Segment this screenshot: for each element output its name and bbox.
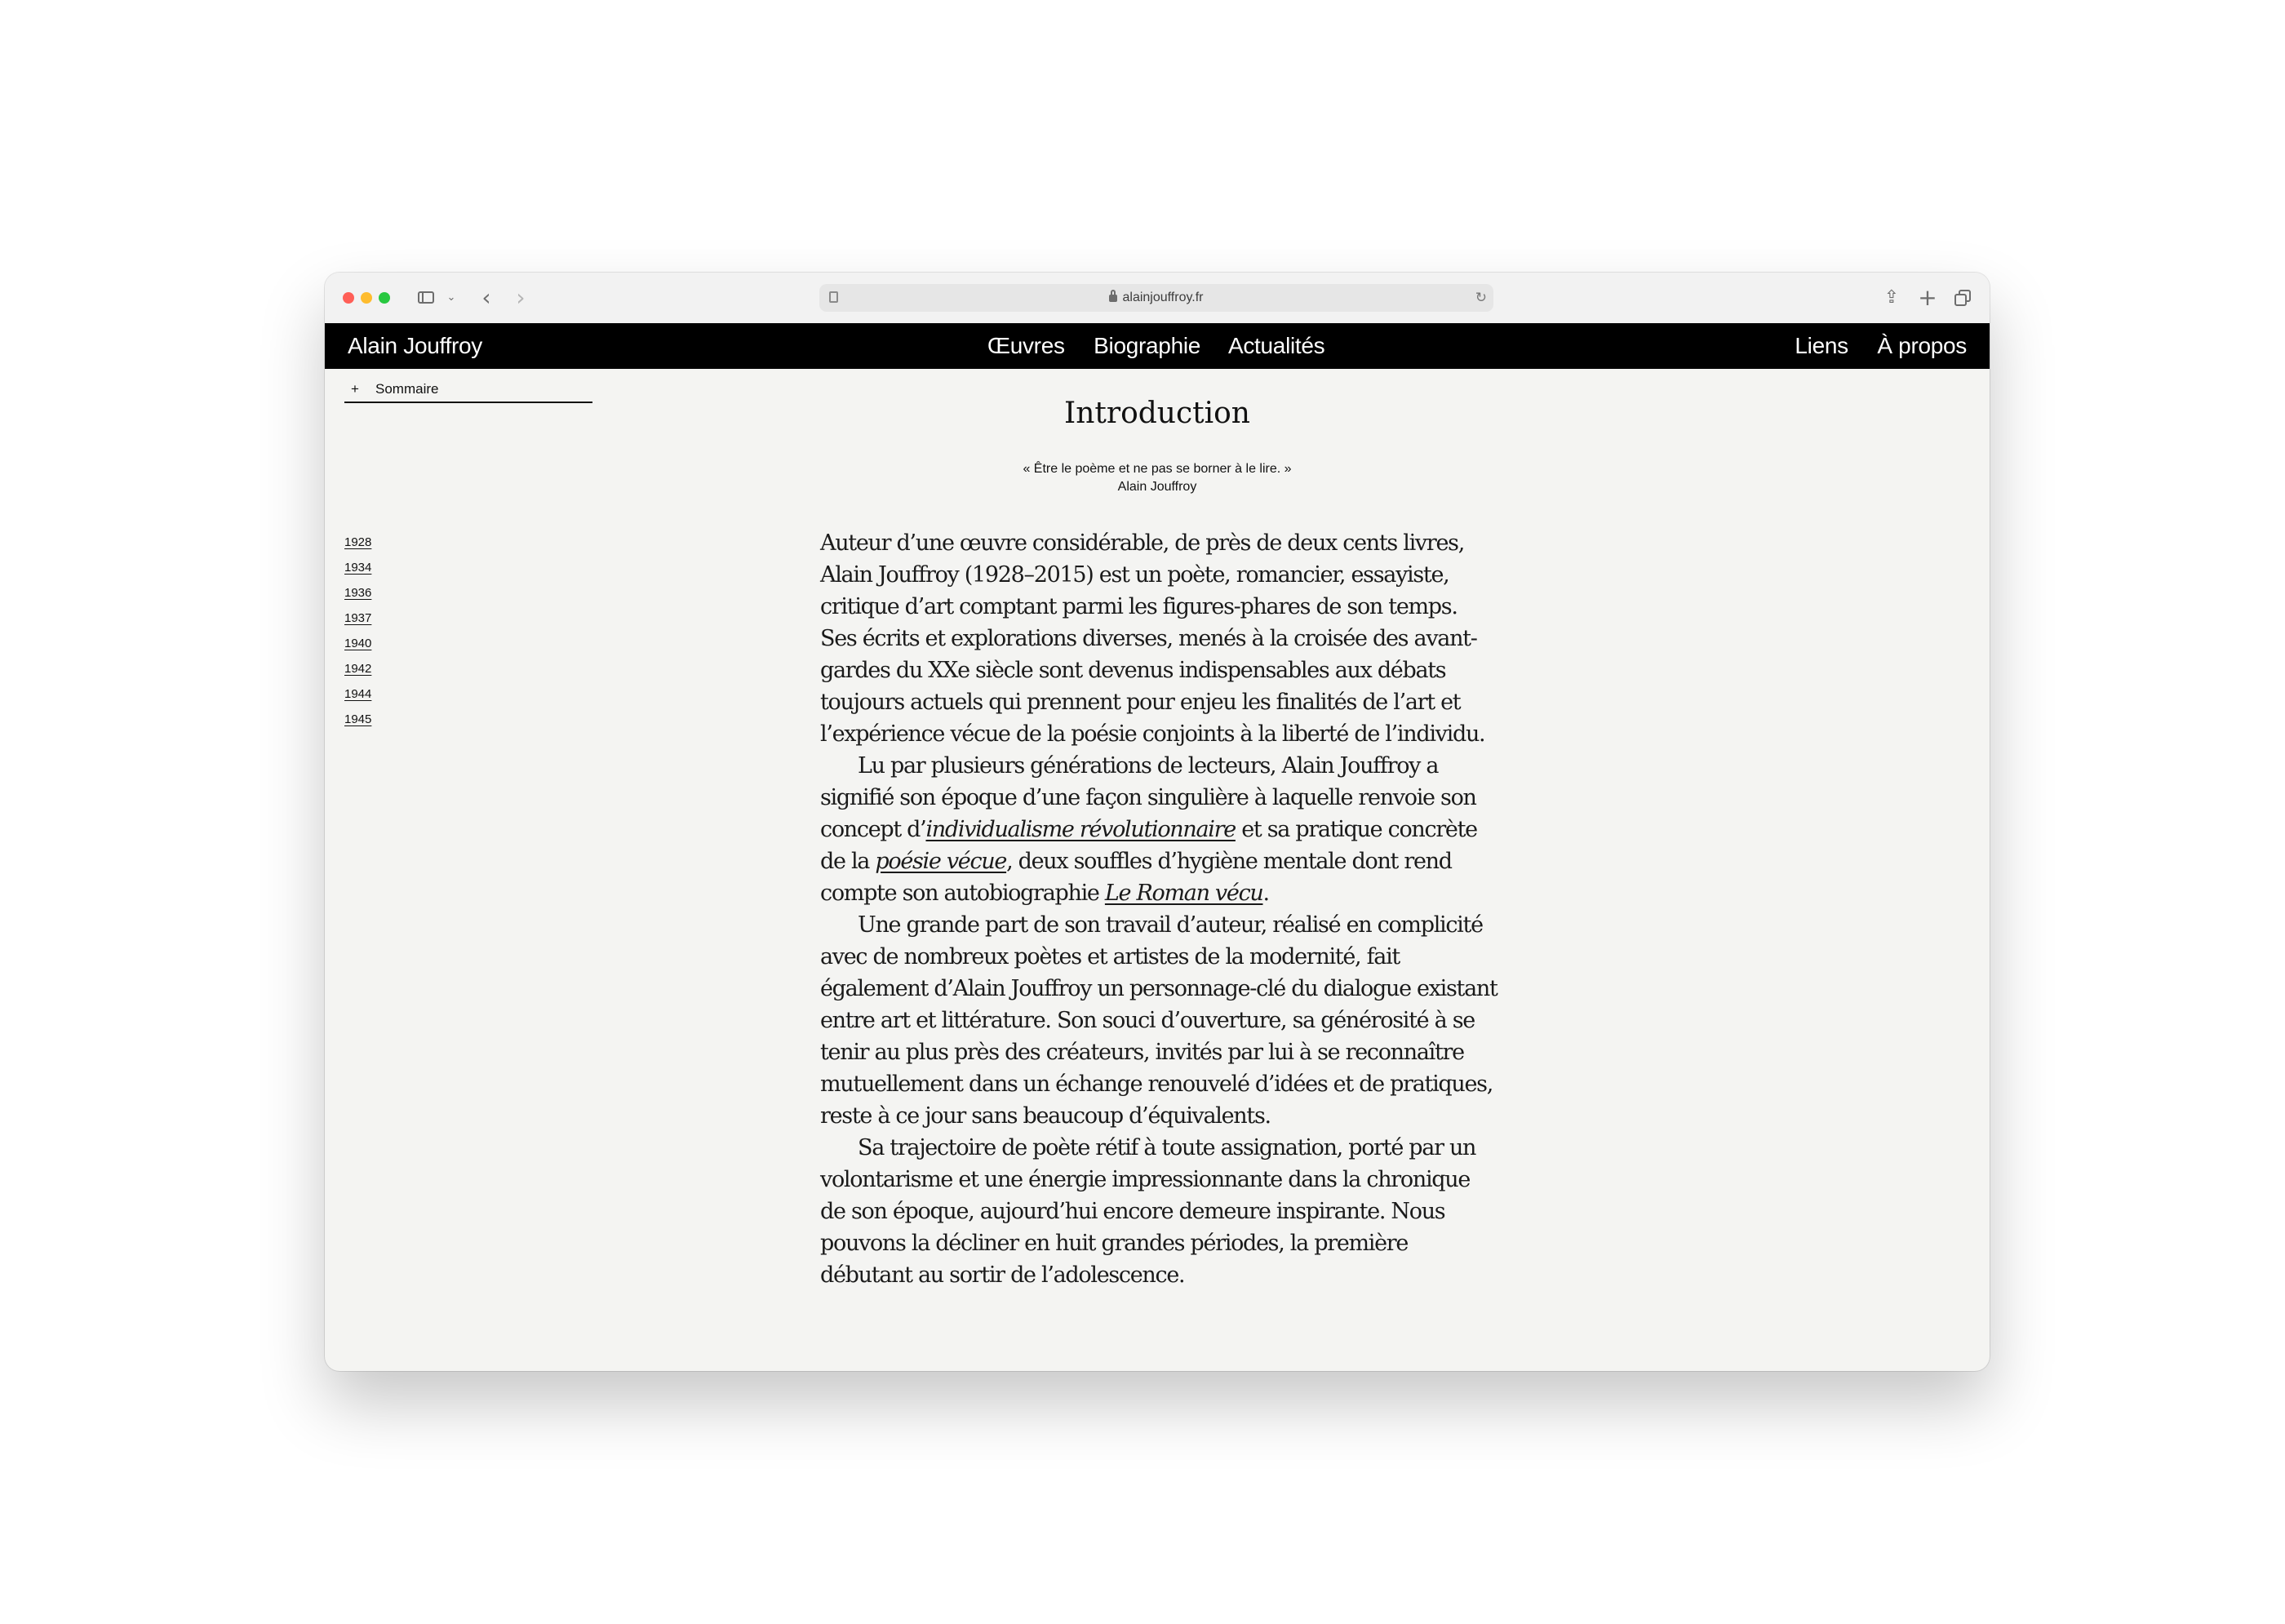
new-tab-icon[interactable]: + bbox=[1918, 284, 1937, 311]
epigraph bbox=[325, 460, 1990, 496]
epigraph-quote: « Être le poème et ne pas se borner à le lire. » bbox=[1023, 462, 1292, 476]
nav-biographie[interactable]: Biographie bbox=[1094, 333, 1201, 358]
article-body bbox=[820, 527, 1497, 1291]
url-text[interactable]: alainjouffroy.fr bbox=[1122, 291, 1204, 304]
link-le-roman-vecu[interactable]: Le Roman vécu bbox=[1104, 881, 1263, 906]
nav-a-propos[interactable]: À propos bbox=[1877, 333, 1967, 358]
nav-oeuvres[interactable]: Œuvres bbox=[987, 333, 1065, 358]
plus-icon: + bbox=[351, 381, 359, 397]
epigraph-author: Alain Jouffroy bbox=[1117, 480, 1197, 494]
reload-icon[interactable]: ↻ bbox=[1475, 290, 1487, 306]
paragraph: Sa trajectoire de poète rétif à toute assignation, porté par un volontarisme et une énergie impressionnante dans la chronique de son époque, aujourd’hui encore demeure inspirante. Nous pouvons la décliner en huit grandes périodes, la première débutant au sortir de l’adolescence. bbox=[820, 1135, 1476, 1288]
share-icon[interactable]: ⇪ bbox=[1883, 287, 1900, 308]
site-brand-link[interactable]: Alain Jouffroy bbox=[348, 333, 482, 358]
nav-actualites[interactable]: Actualités bbox=[1227, 333, 1325, 358]
back-icon[interactable]: ‹ bbox=[481, 284, 491, 311]
nav-liens[interactable]: Liens bbox=[1795, 333, 1848, 358]
forward-icon[interactable]: › bbox=[516, 284, 526, 311]
secondary-menu bbox=[1772, 323, 1967, 369]
browser-toolbar bbox=[325, 273, 1990, 324]
link-poesie-vecue[interactable]: poésie vécue bbox=[875, 849, 1007, 874]
year-link[interactable]: 1942 bbox=[344, 662, 372, 676]
tabs-overview-icon[interactable] bbox=[1952, 286, 1973, 310]
link-individualisme-revolutionnaire[interactable]: individualisme révolutionnaire bbox=[925, 817, 1236, 842]
year-link[interactable]: 1944 bbox=[344, 687, 372, 701]
year-link[interactable]: 1937 bbox=[344, 611, 372, 625]
page-title: Introduction bbox=[1064, 397, 1250, 430]
year-link[interactable]: 1934 bbox=[344, 561, 372, 575]
address-bar[interactable] bbox=[819, 284, 1493, 312]
year-link[interactable]: 1928 bbox=[344, 535, 372, 549]
minimize-window-button[interactable] bbox=[361, 292, 372, 304]
sidebar-icon[interactable] bbox=[416, 286, 437, 310]
paragraph: Lu par plusieurs générations de lecteurs, Alain Jouffroy a signifié son époque d’une façon singulière à laquelle renvoie son concept d’individualisme révolutionnaire et sa pratique concrète de la poésie vécue, deux souffles d’hygiène mentale dont rend compte son autobiographie Le Roman vécu. bbox=[820, 753, 1477, 906]
browser-window bbox=[325, 273, 1990, 1371]
chevron-down-icon[interactable]: ⌄ bbox=[446, 291, 456, 304]
sommaire-label: Sommaire bbox=[375, 381, 439, 397]
close-window-button[interactable] bbox=[343, 292, 354, 304]
lock-icon bbox=[1109, 295, 1117, 302]
zoom-window-button[interactable] bbox=[379, 292, 390, 304]
main-menu bbox=[987, 323, 1347, 369]
year-link[interactable]: 1945 bbox=[344, 712, 372, 726]
site-navigation bbox=[325, 323, 1990, 369]
year-link[interactable]: 1940 bbox=[344, 637, 372, 650]
paragraph: Une grande part de son travail d’auteur, réalisé en complicité avec de nombreux poètes et artistes de la modernité, fait également d’Alain Jouffroy un personnage-clé du dialogue existant entre art et littérature. Son souci d’ouverture, sa générosité à se tenir au plus près des créateurs, invités par lui à se reconnaître mutuellement dans un échange renouvelé d’idées et de pratiques, reste à ce jour sans beaucoup d’équivalents. bbox=[820, 912, 1497, 1129]
paragraph: Auteur d’une œuvre considérable, de près de deux cents livres, Alain Jouffroy (1928–2015) est un poète, romancier, essayiste, critique d’art comptant parmi les figures-phares de son temps. Ses écrits et explorations diverses, menés à la croisée des avant-gardes du XXe siècle sont devenus indispensables aux débats toujours actuels qui prennent pour enjeu les finalités de l’art et l’expérience vécue de la poésie conjoints à la liberté de l’individu. bbox=[820, 530, 1485, 747]
year-index bbox=[344, 535, 371, 738]
year-link[interactable]: 1936 bbox=[344, 586, 372, 600]
